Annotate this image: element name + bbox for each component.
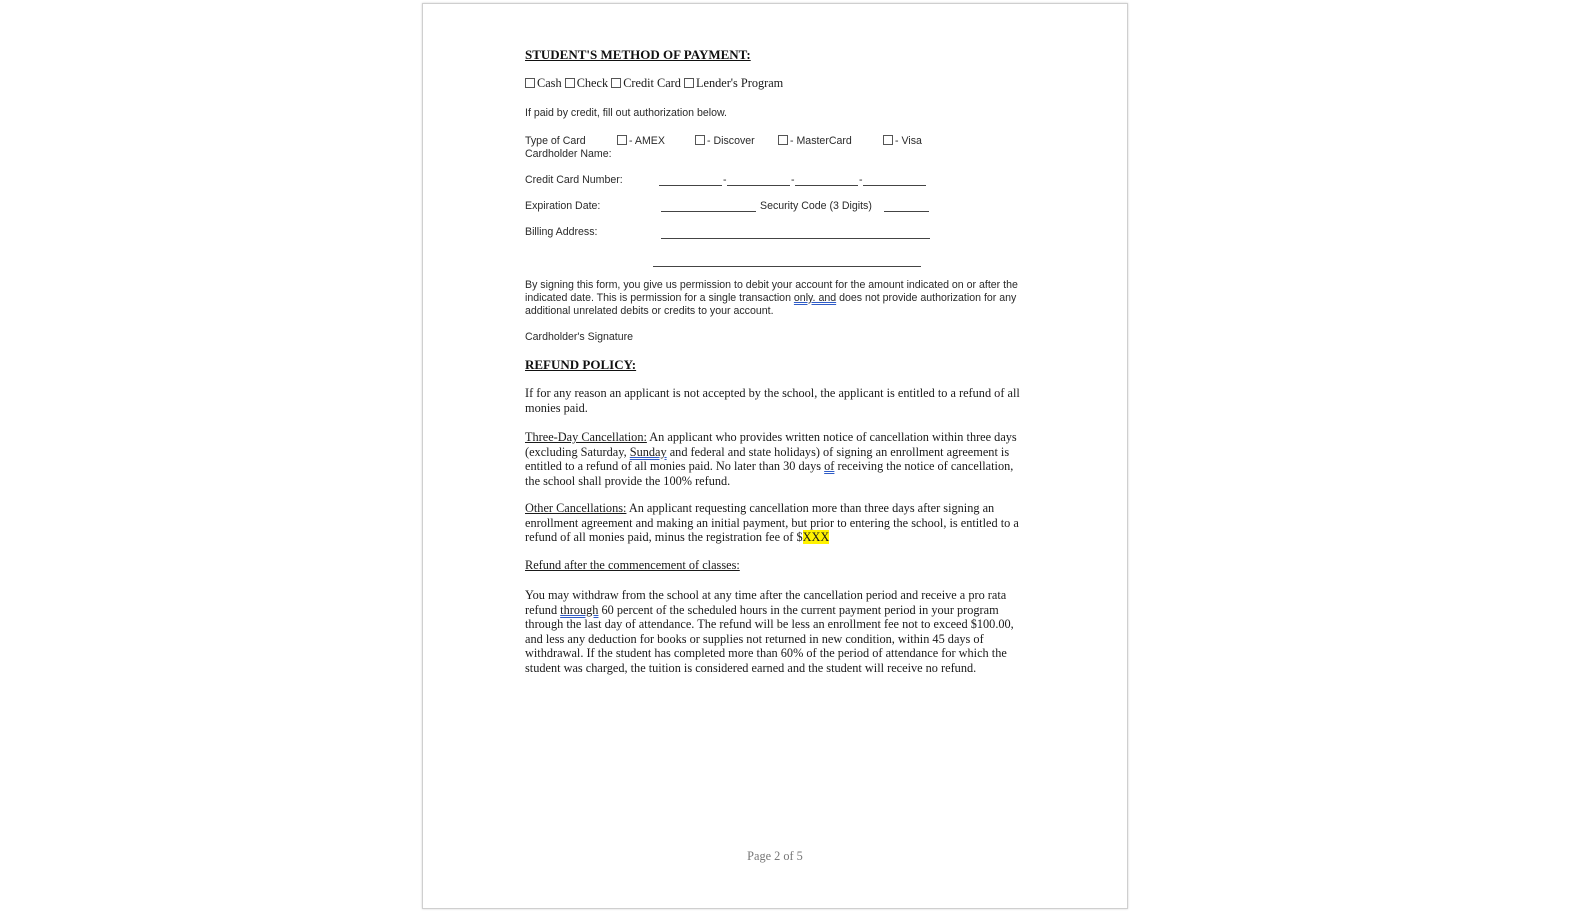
expiration-field[interactable] xyxy=(661,211,756,212)
payment-heading: STUDENT'S METHOD OF PAYMENT: xyxy=(525,47,751,62)
page-number-footer: Page 2 of 5 xyxy=(747,849,803,863)
checkbox-icon[interactable] xyxy=(695,135,705,145)
card-number-field-2[interactable] xyxy=(727,185,790,186)
payment-methods-row xyxy=(525,76,783,91)
spellcheck-word: Sunday xyxy=(629,444,667,459)
card-type-mastercard[interactable]: - MasterCard xyxy=(778,135,852,147)
method-lenders-program[interactable]: Lender's Program xyxy=(684,76,783,90)
security-code-label: Security Code (3 Digits) xyxy=(760,200,872,212)
card-type-visa[interactable]: - Visa xyxy=(883,135,922,147)
card-number-separator: - xyxy=(859,174,863,186)
checkbox-icon[interactable] xyxy=(525,78,535,88)
refund-heading: REFUND POLICY: xyxy=(525,357,637,372)
billing-address-field-1[interactable] xyxy=(661,238,930,239)
refund-intro: If for any reason an applicant is not accepted by the school, the applicant is entitled to a refund of all monies paid. xyxy=(525,386,1020,415)
authorization-text: By signing this form, you give us permission to debit your account for the amount indicated on or after the indicated date. This is permission for a single transaction only. and does not provide authorization for any additional unrelated debits or credits to your account. xyxy=(525,279,1018,317)
method-cash[interactable]: Cash xyxy=(525,76,562,90)
card-number-separator: - xyxy=(791,174,795,186)
card-type-amex[interactable]: - AMEX xyxy=(617,135,665,147)
security-code-field[interactable] xyxy=(884,211,929,212)
type-of-card-label: Type of Card xyxy=(525,135,586,147)
cardholder-name-label: Cardholder Name: xyxy=(525,148,612,160)
checkbox-icon[interactable] xyxy=(617,135,627,145)
three-day-cancellation-paragraph: Three-Day Cancellation: An applicant who provides written notice of cancellation within three days (excluding Saturday, Sunday and federal and state holidays) of signing an enrollment agreement is entitled to a refund of all monies paid. No later than 30 days of receiving the notice of cancellation, the school shall provide the 100% refund. xyxy=(525,430,1017,488)
method-credit-card[interactable]: Credit Card xyxy=(611,76,681,90)
card-number-field-3[interactable] xyxy=(795,185,858,186)
document-page xyxy=(422,3,1128,909)
highlighted-amount: XXX xyxy=(802,530,830,545)
refund-after-commencement-title-line xyxy=(525,558,1025,573)
checkbox-icon[interactable] xyxy=(565,78,575,88)
refund-after-commencement-paragraph: You may withdraw from the school at any time after the cancellation period and receive a pro rata refund through 60 percent of the scheduled hours in the current payment period in your program through the last day of attendance. The refund will be less an enrollment fee not to exceed $100.00, and less any deduction for books or supplies not returned in new condition, within 45 days of withdrawal. If the student has completed more than 60% of the period of attendance for which the student was charged, the tuition is considered earned and the student will receive no refund. xyxy=(525,588,1014,675)
billing-address-label: Billing Address: xyxy=(525,226,598,238)
cardholder-signature-label: Cardholder's Signature xyxy=(525,331,634,343)
method-check[interactable]: Check xyxy=(565,76,608,90)
card-number-label: Credit Card Number: xyxy=(525,174,623,186)
other-cancellations-title: Other Cancellations: xyxy=(525,501,627,515)
checkbox-icon[interactable] xyxy=(883,135,893,145)
tracked-change-text: only. and xyxy=(793,292,837,304)
checkbox-icon[interactable] xyxy=(778,135,788,145)
checkbox-icon[interactable] xyxy=(611,78,621,88)
refund-after-commencement-title: Refund after the commencement of classes: xyxy=(525,558,740,572)
credit-note: If paid by credit, fill out authorization below. xyxy=(525,107,727,119)
spellcheck-word: through xyxy=(560,602,599,617)
three-day-cancellation-title: Three-Day Cancellation: xyxy=(525,430,647,444)
expiration-label: Expiration Date: xyxy=(525,200,601,212)
checkbox-icon[interactable] xyxy=(684,78,694,88)
card-type-discover[interactable]: - Discover xyxy=(695,135,755,147)
spellcheck-word: of xyxy=(824,459,835,474)
card-number-field-4[interactable] xyxy=(863,185,926,186)
other-cancellations-paragraph: Other Cancellations: An applicant requesting cancellation more than three days after signing an enrollment agreement and making an initial payment, but prior to entering the school, is entitled to a refund of all monies paid, minus the registration fee of $XXX xyxy=(525,501,1019,545)
billing-address-field-2[interactable] xyxy=(653,266,921,267)
card-number-field-1[interactable] xyxy=(659,185,722,186)
card-number-separator: - xyxy=(723,174,727,186)
